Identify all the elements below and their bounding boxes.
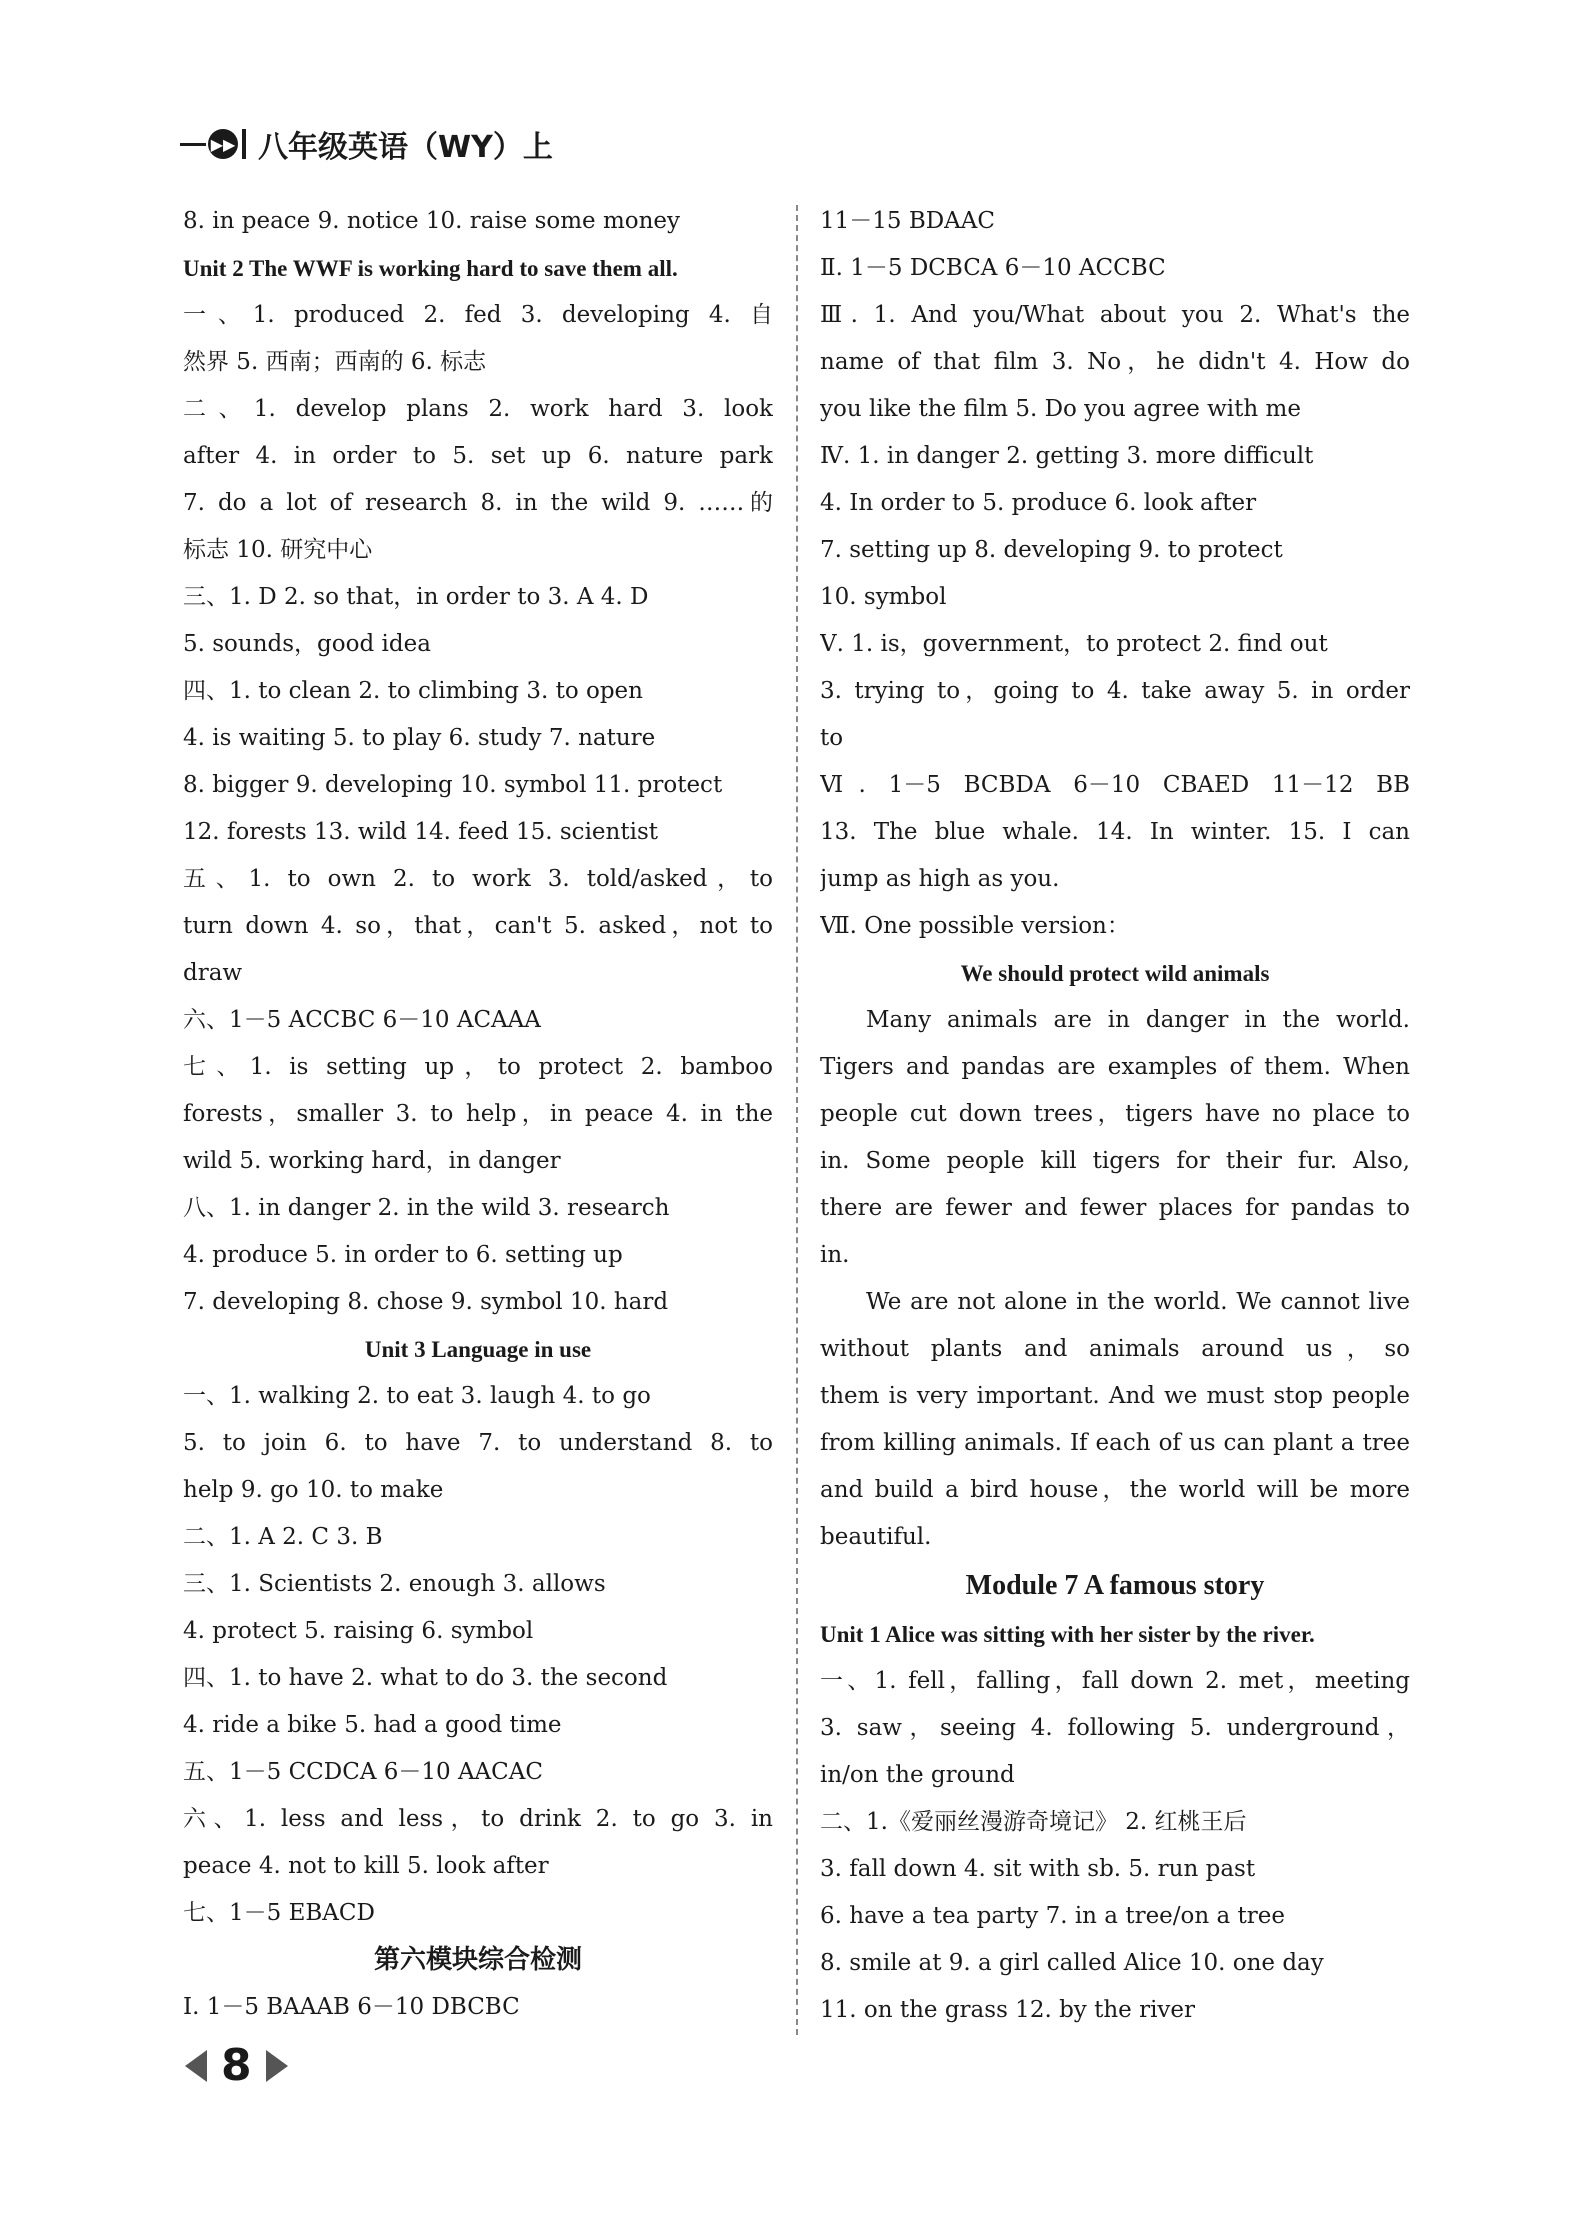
answer-line: 四、1. to have 2. what to do 3. the second: [183, 1665, 668, 1691]
answer-line: We should protect wild animals: [960, 961, 1270, 986]
right-column: [820, 198, 1410, 2034]
answer-line: 一、1. fell，falling，fall down 2. met，meeting: [820, 1668, 1410, 1694]
answer-line: Ⅰ. 1－5 BAAAB 6－10 DBCBC: [183, 1994, 520, 2020]
answer-line: 3. saw，seeing 4. following 5. underground，: [820, 1715, 1410, 1741]
answer-line: 四、1. to clean 2. to climbing 3. to open: [183, 678, 643, 704]
column-divider: [796, 205, 798, 2035]
left-column: [183, 198, 773, 2031]
answer-line: 六、1. less and less，to drink 2. to go 3. in: [183, 1806, 773, 1832]
header-dash: [180, 143, 206, 146]
answer-line: 3. fall down 4. sit with sb. 5. run past: [820, 1856, 1256, 1882]
answer-line: 8. in peace 9. notice 10. raise some money: [183, 208, 681, 234]
answer-line: 4. ride a bike 5. had a good time: [183, 1712, 562, 1738]
answer-line: 12. forests 13. wild 14. feed 15. scientist: [183, 819, 658, 845]
answer-line: draw: [183, 960, 243, 986]
answer-line: 第六模块综合检测: [373, 1945, 582, 1975]
answer-line: in/on the ground: [820, 1762, 1015, 1788]
answer-line: jump as high as you.: [820, 866, 1060, 892]
answer-line: 7. do a lot of research 8. in the wild 9. ……的: [183, 490, 773, 516]
answer-line: forests，smaller 3. to help，in peace 4. in the: [183, 1101, 773, 1127]
answer-line: 五、1－5 CCDCA 6－10 AACAC: [183, 1759, 543, 1785]
answer-line: in.: [820, 1242, 850, 1268]
answer-line: name of that film 3. No，he didn't 4. How do: [820, 349, 1410, 375]
answer-line: 7. setting up 8. developing 9. to protect: [820, 537, 1283, 563]
answer-line: 然界 5. 西南；西南的 6. 标志: [183, 349, 487, 375]
answer-line: in. Some people kill tigers for their fur. Also,: [820, 1148, 1410, 1174]
answer-line: Ⅶ. One possible version：: [820, 913, 1130, 939]
answer-line: 8. bigger 9. developing 10. symbol 11. protect: [183, 772, 723, 798]
answer-line: Many animals are in danger in the world.: [866, 1007, 1410, 1033]
answer-line: 4. produce 5. in order to 6. setting up: [183, 1242, 623, 1268]
answer-line: 5. sounds，good idea: [183, 631, 431, 657]
header-title: 八年级英语（WY）上: [258, 130, 553, 165]
answer-line: turn down 4. so，that，can't 5. asked，not to: [183, 913, 773, 939]
answer-line: 10. symbol: [820, 584, 947, 610]
triangle-right-icon: [266, 2050, 288, 2082]
answer-line: people cut down trees，tigers have no place to: [820, 1101, 1410, 1127]
answer-line: 11. on the grass 12. by the river: [820, 1997, 1196, 2023]
answer-line: 4. is waiting 5. to play 6. study 7. nature: [183, 725, 656, 751]
answer-line: 7. developing 8. chose 9. symbol 10. hard: [183, 1289, 669, 1315]
answer-line: from killing animals. If each of us can plant a tree: [820, 1430, 1410, 1456]
answer-line: you like the film 5. Do you agree with me: [820, 396, 1301, 422]
answer-line: 五、1. to own 2. to work 3. told/asked，to: [183, 866, 773, 892]
triangle-left-icon: [185, 2050, 207, 2082]
answer-line: 3. trying to，going to 4. take away 5. in order: [820, 678, 1410, 704]
answer-line: 4. In order to 5. produce 6. look after: [820, 490, 1257, 516]
answer-line: help 9. go 10. to make: [183, 1477, 444, 1503]
answer-line: 二、1. develop plans 2. work hard 3. look: [183, 396, 773, 422]
answer-line: Ⅴ. 1. is，government，to protect 2. find out: [820, 631, 1328, 657]
page-number: [185, 2040, 288, 2091]
answer-line: 4. protect 5. raising 6. symbol: [183, 1618, 534, 1644]
answer-line: Unit 1 Alice was sitting with her sister by the river.: [820, 1622, 1315, 1647]
answer-line: 三、1. Scientists 2. enough 3. allows: [183, 1571, 606, 1597]
answer-line: 六、1－5 ACCBC 6－10 ACAAA: [183, 1007, 541, 1033]
answer-line: We are not alone in the world. We cannot live: [866, 1289, 1410, 1315]
answer-line: 13. The blue whale. 14. In winter. 15. I can: [820, 819, 1410, 845]
answer-line: 标志 10. 研究中心: [183, 537, 373, 563]
header-bar: [242, 129, 246, 159]
answer-line: after 4. in order to 5. set up 6. nature park: [183, 443, 773, 469]
answer-line: 11－15 BDAAC: [820, 208, 996, 234]
answer-line: Module 7 A famous story: [965, 1570, 1265, 1601]
fast-forward-icon: ▶▶: [208, 129, 238, 159]
answer-line: Unit 3 Language in use: [364, 1337, 592, 1362]
answer-line: 三、1. D 2. so that，in order to 3. A 4. D: [183, 584, 649, 610]
answer-line: 二、1.《爱丽丝漫游奇境记》 2. 红桃王后: [820, 1809, 1247, 1835]
answer-line: without plants and animals around us，so: [820, 1336, 1410, 1362]
answer-line: 一、1. walking 2. to eat 3. laugh 4. to go: [183, 1383, 651, 1409]
answer-line: and build a bird house，the world will be more: [820, 1477, 1410, 1503]
answer-line: 八、1. in danger 2. in the wild 3. research: [183, 1195, 670, 1221]
answer-line: 6. have a tea party 7. in a tree/on a tree: [820, 1903, 1285, 1929]
answer-line: Ⅳ. 1. in danger 2. getting 3. more difficult: [820, 443, 1314, 469]
answer-line: to: [820, 725, 844, 751]
answer-line: them is very important. And we must stop people: [820, 1383, 1410, 1409]
answer-line: 一、1. produced 2. fed 3. developing 4. 自: [183, 302, 773, 328]
answer-line: 七、1. is setting up，to protect 2. bamboo: [183, 1054, 773, 1080]
page-number-text: 8: [221, 2040, 252, 2091]
answer-line: 二、1. A 2. C 3. B: [183, 1524, 383, 1550]
answer-line: 5. to join 6. to have 7. to understand 8. to: [183, 1430, 773, 1456]
answer-line: 8. smile at 9. a girl called Alice 10. one day: [820, 1950, 1324, 1976]
answer-line: peace 4. not to kill 5. look after: [183, 1853, 549, 1879]
page-header: [180, 122, 553, 166]
answer-line: Unit 2 The WWF is working hard to save them all.: [183, 256, 678, 281]
answer-line: Ⅲ. 1. And you/What about you 2. What's the: [820, 302, 1410, 328]
answer-line: Tigers and pandas are examples of them. When: [820, 1054, 1410, 1080]
answer-line: Ⅵ. 1－5 BCBDA 6－10 CBAED 11－12 BB: [820, 772, 1410, 798]
answer-line: Ⅱ. 1－5 DCBCA 6－10 ACCBC: [820, 255, 1166, 281]
answer-line: wild 5. working hard，in danger: [183, 1148, 561, 1174]
answer-line: beautiful.: [820, 1524, 932, 1550]
answer-line: there are fewer and fewer places for pandas to: [820, 1195, 1410, 1221]
answer-line: 七、1－5 EBACD: [183, 1900, 375, 1926]
